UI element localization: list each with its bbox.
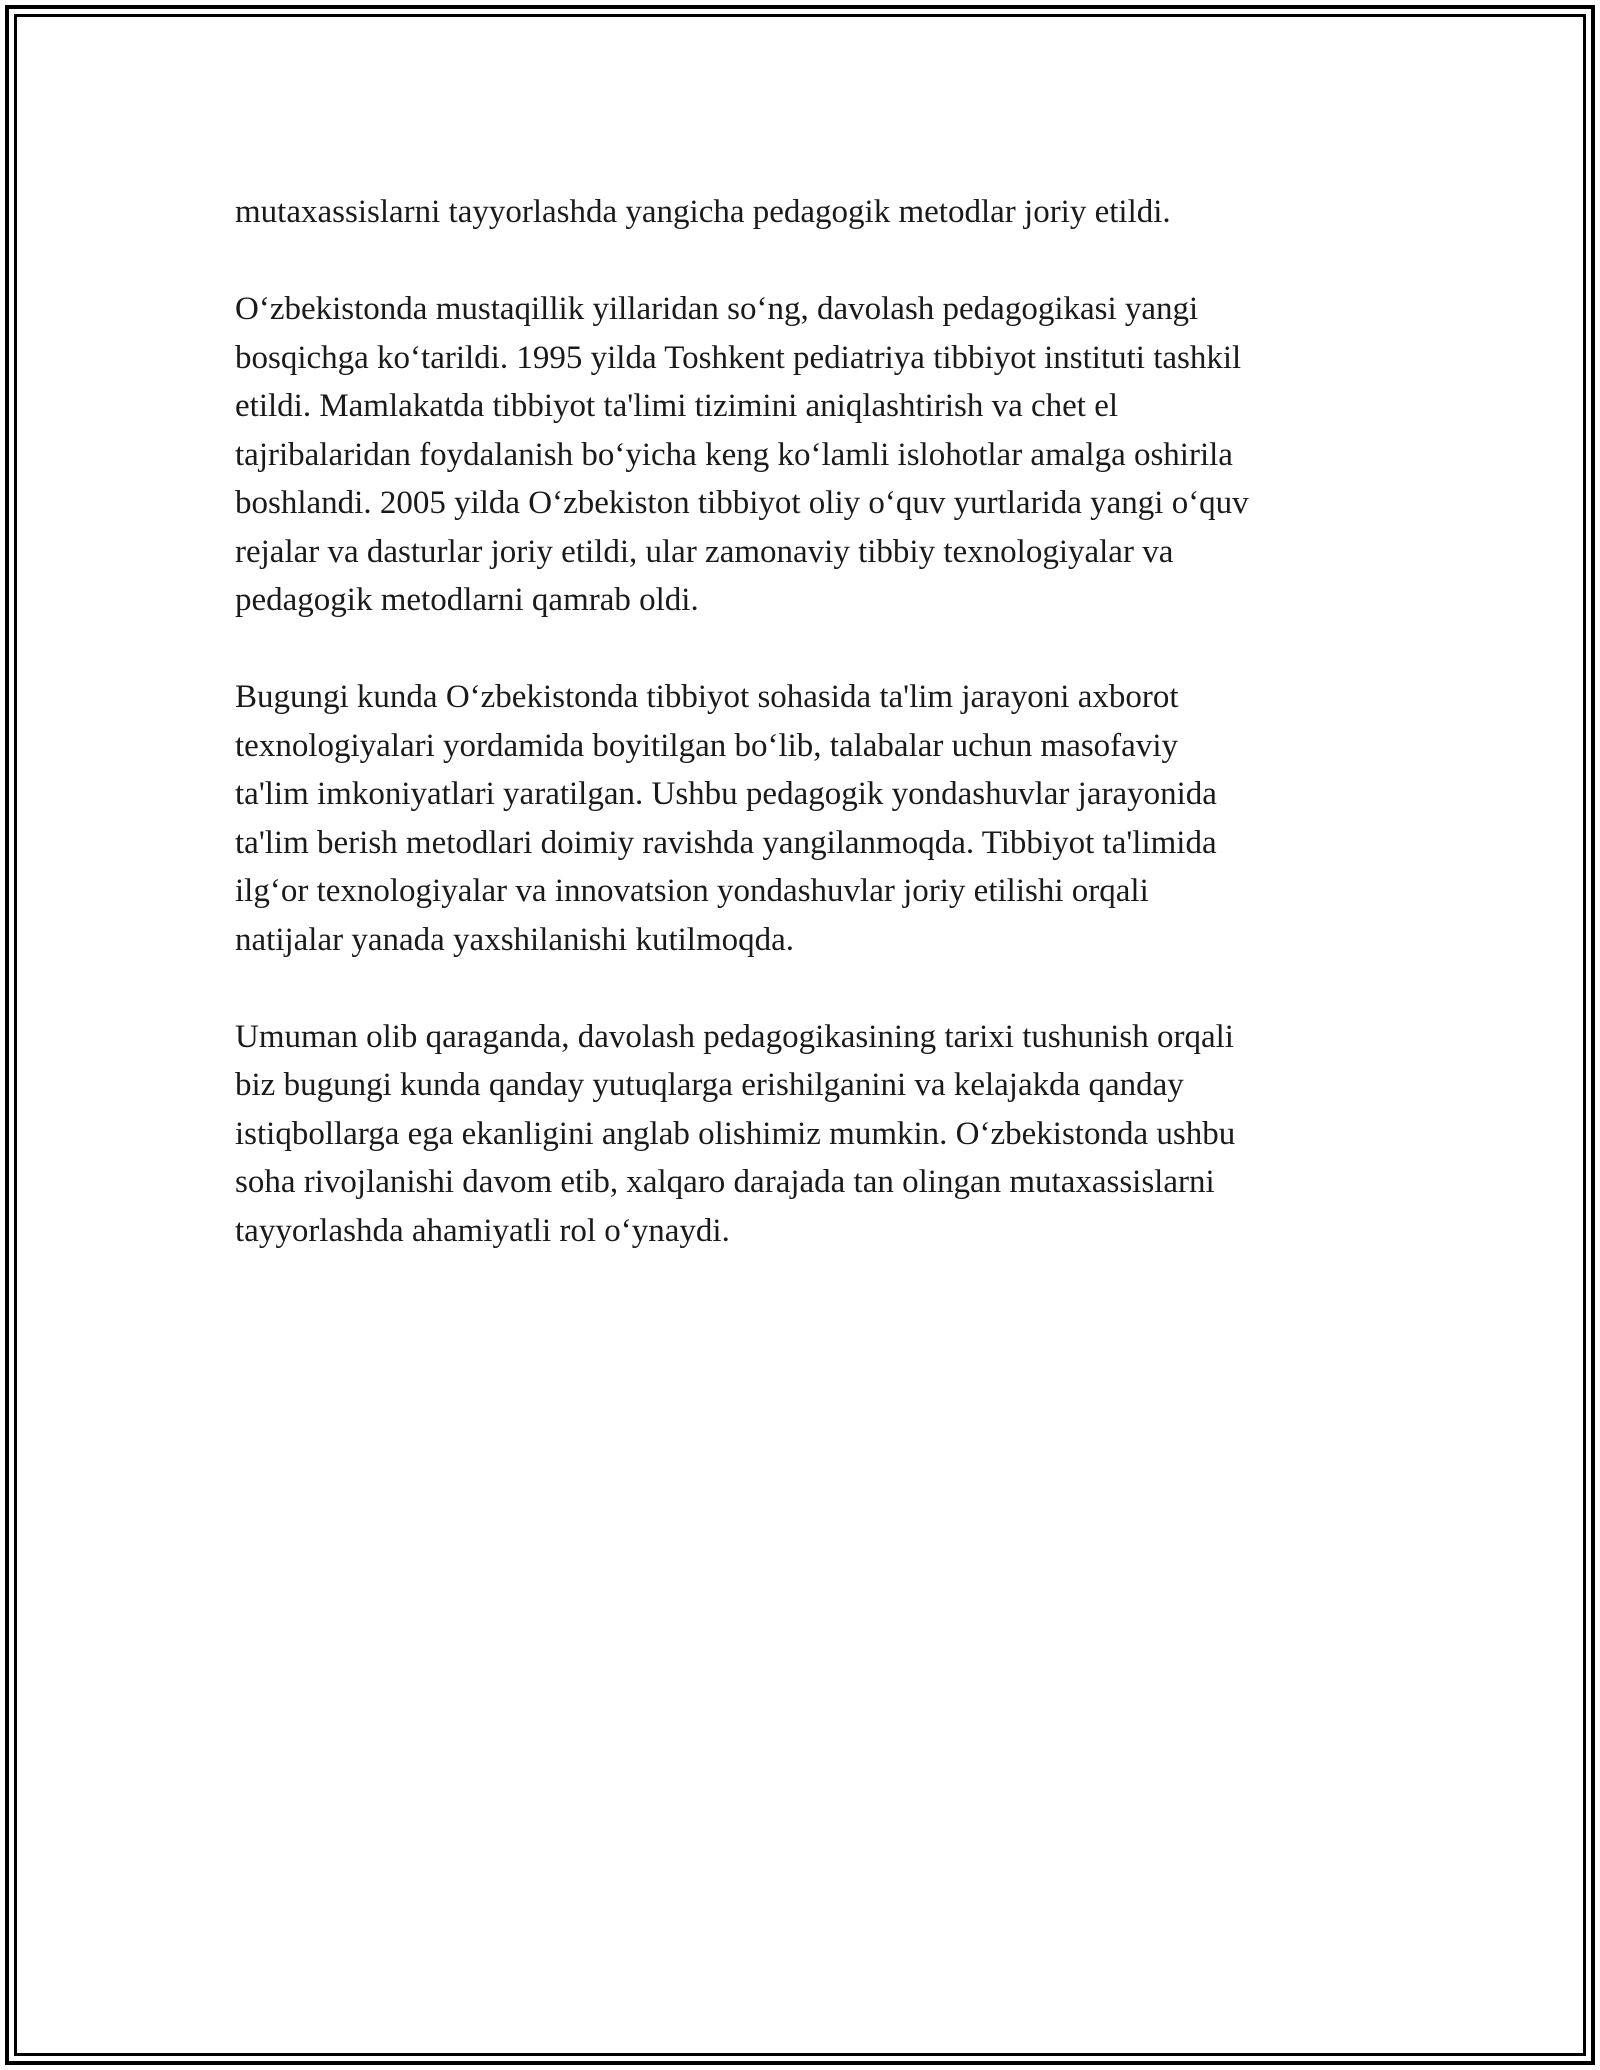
document-body [235, 188, 1375, 1304]
paragraph-1: mutaxassislarni tayyorlashda yangicha pedagogik metodlar joriy etildi. [235, 194, 1171, 230]
paragraph-3: Bugungi kunda O‘zbekistonda tibbiyot sohasida ta'lim jarayoni axborot texnologiyalari yordamida boyitilgan bo‘lib, talabalar uchun masofaviy ta'lim imkoniyatlari yaratilgan. Ushbu pedagogik yondashuvlar jarayonida ta'lim berish metodlari doimiy ravishda yangilanmoqda. Tibbiyot ta'limida ilg‘or texnologiyalar va innovatsion yondashuvlar joriy etilishi orqali natijalar yanada yaxshilanishi kutilmoqda. [235, 679, 1217, 958]
paragraph-2: O‘zbekistonda mustaqillik yillaridan so‘ng, davolash pedagogikasi yangi bosqichga ko‘tarildi. 1995 yilda Toshkent pediatriya tibbiyot instituti tashkil etildi. Mamlakatda tibbiyot ta'limi tizimini aniqlashtirish va chet el tajribalaridan foydalanish bo‘yicha keng ko‘lamli islohotlar amalga oshirila boshlandi. 2005 yilda O‘zbekiston tibbiyot oliy o‘quv yurtlarida yangi o‘quv rejalar va dasturlar joriy etildi, ular zamonaviy tibbiy texnologiyalar va pedagogik metodlarni qamrab oldi. [235, 291, 1249, 618]
paragraph-4: Umuman olib qaraganda, davolash pedagogikasining tarixi tushunish orqali biz bugungi kunda qanday yutuqlarga erishilganini va kelajakda qanday istiqbollarga ega ekanligini anglab olishimiz mumkin. O‘zbekistonda ushbu soha rivojlanishi davom etib, xalqaro darajada tan olingan mutaxassislarni tayyorlashda ahamiyatli rol o‘ynaydi. [235, 1018, 1236, 1249]
